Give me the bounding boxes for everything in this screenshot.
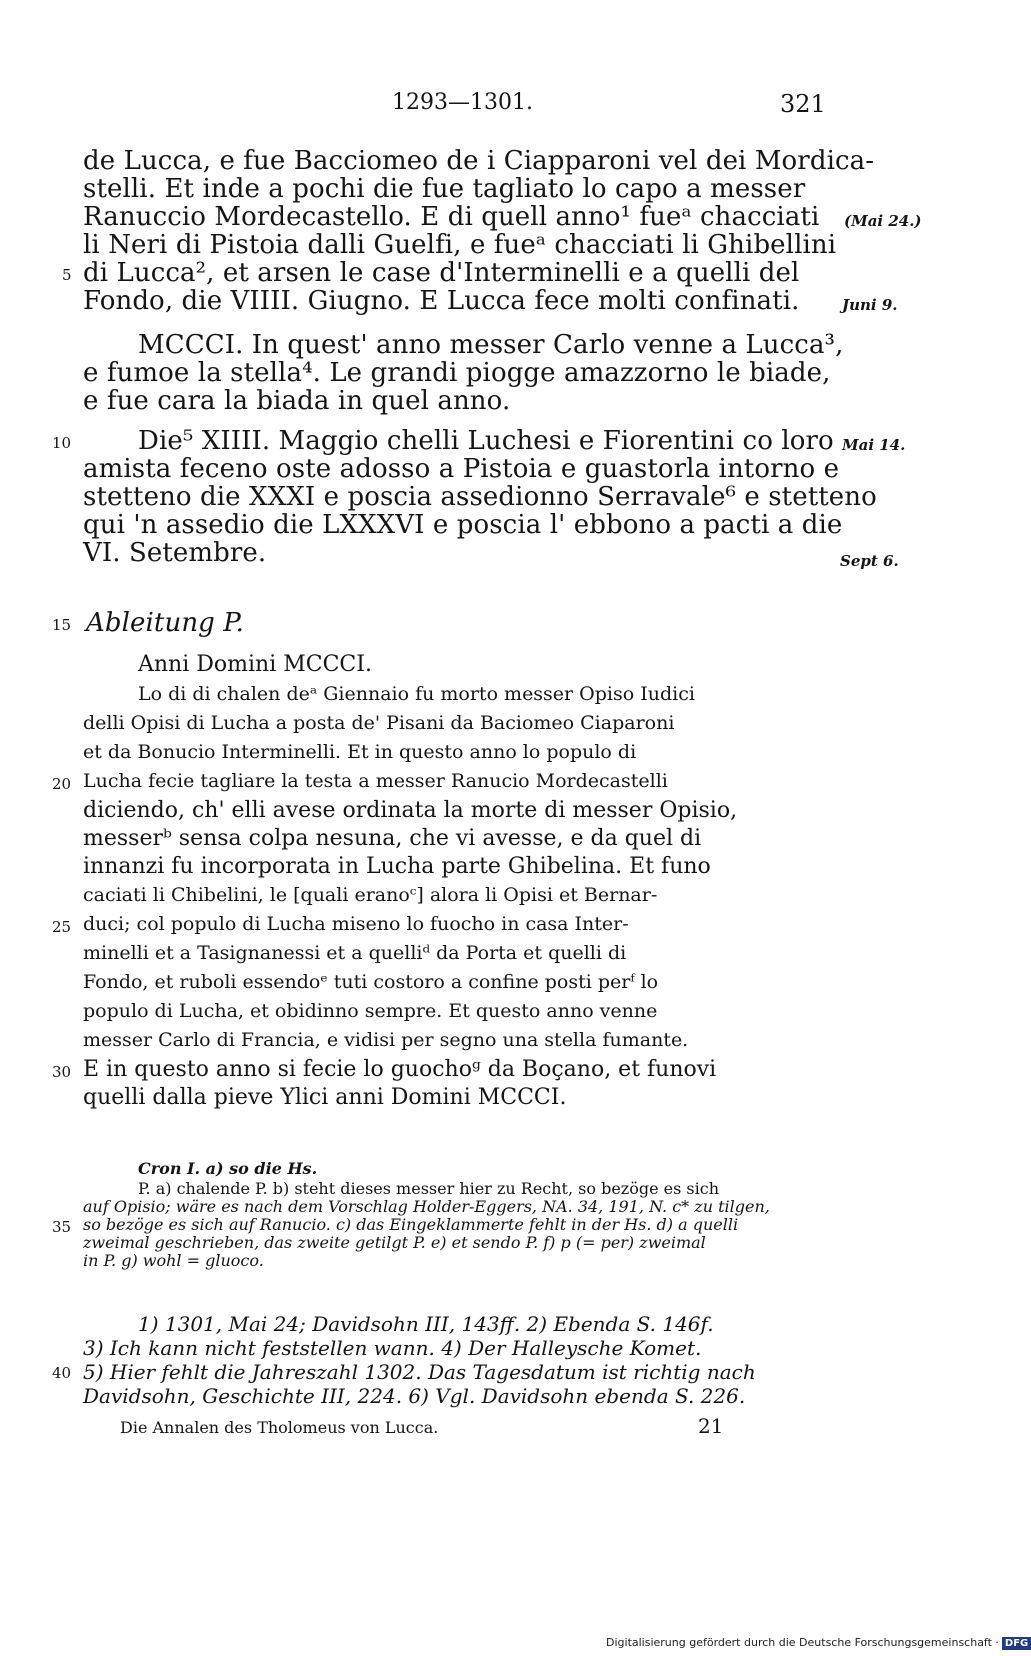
line-number-35: 35 xyxy=(52,1218,72,1236)
margin-note-juni-9: Juni 9. xyxy=(842,296,898,314)
ableitung-line-13: messer Carlo di Francia, e vidisi per segno una stella fumante. xyxy=(83,1029,689,1051)
ableitung-line-12: populo di Lucha, et obidinno sempre. Et questo anno venne xyxy=(83,1000,658,1022)
line-number-15: 15 xyxy=(52,616,72,634)
ableitung-line-14: E in questo anno si fecie lo guochoᵍ da Boçano, et funovi xyxy=(83,1057,717,1082)
block1-line-3: Ranuccio Mordecastello. E di quell anno¹ fueᵃ chacciati xyxy=(83,202,820,232)
line-number-10: 10 xyxy=(52,434,72,452)
note-line-4: Davidsohn, Geschichte III, 224. 6) Vgl. Davidsohn ebenda S. 226. xyxy=(83,1384,746,1408)
note-line-3: 5) Hier fehlt die Jahreszahl 1302. Das Tagesdatum ist richtig nach xyxy=(83,1360,756,1384)
ableitung-line-15: quelli dalla pieve Ylici anni Domini MCCCI. xyxy=(83,1085,567,1110)
line-number-5: 5 xyxy=(62,266,72,284)
dfg-logo: DFG xyxy=(1002,1637,1031,1650)
block3-line-5: VI. Setembre. xyxy=(83,538,267,568)
apparatus-line-1: P. a) chalende P. b) steht dieses messer hier zu Recht, so bezöge es sich xyxy=(138,1179,720,1198)
ableitung-line-6: messerᵇ sensa colpa nesuna, che vi avesse, e da quel di xyxy=(83,826,702,851)
block1-line-1: de Lucca, e fue Bacciomeo de i Ciapparoni vel dei Mordica- xyxy=(83,146,875,176)
block2-line-3: e fue cara la biada in quel anno. xyxy=(83,386,511,416)
block2-line-2: e fumoe la stella⁴. Le grandi piogge amazzorno le biade, xyxy=(83,358,831,388)
ableitung-line-3: et da Bonucio Interminelli. Et in questo anno lo populo di xyxy=(83,741,637,763)
page-number: 321 xyxy=(780,90,826,118)
margin-note-mai-14: Mai 14. xyxy=(842,436,906,454)
block3-line-2: amista feceno oste adosso a Pistoia e guastorla intorno e xyxy=(83,454,840,484)
line-number-25: 25 xyxy=(52,918,72,936)
block1-line-5: di Lucca², et arsen le case d'Interminelli e a quelli del xyxy=(83,258,800,288)
block3-line-4: qui 'n assedio die LXXXVI e poscia l' ebbono a pacti a die xyxy=(83,510,843,540)
ableitung-line-11: Fondo, et ruboli essendoᵉ tuti costoro a confine posti perᶠ lo xyxy=(83,971,659,993)
section-heading: Ableitung P. xyxy=(86,608,244,638)
margin-note-mai-24: (Mai 24.) xyxy=(844,212,922,230)
line-number-20: 20 xyxy=(52,775,72,793)
block1-line-4: li Neri di Pistoia dalli Guelfi, e fueᵃ chacciati li Ghibellini xyxy=(83,230,837,260)
note-line-1: 1) 1301, Mai 24; Davidsohn III, 143ff. 2) Ebenda S. 146f. xyxy=(138,1312,714,1336)
apparatus-line-2: auf Opisio; wäre es nach dem Vorschlag Holder-Eggers, NA. 34, 191, N. c* zu tilgen, xyxy=(83,1197,770,1216)
footer-title: Die Annalen des Tholomeus von Lucca. xyxy=(120,1418,439,1437)
apparatus-line-4: zweimal geschrieben, das zweite getilgt P. e) et sendo P. f) p (= per) zweimal xyxy=(83,1233,706,1252)
apparatus-line-3: so bezöge es sich auf Ranucio. c) das Eingeklammerte fehlt in der Hs. d) a quelli xyxy=(83,1215,739,1234)
block1-line-6: Fondo, die VIIII. Giugno. E Lucca fece molti confinati. xyxy=(83,286,800,316)
ableitung-line-9: duci; col populo di Lucha miseno lo fuocho in casa Inter- xyxy=(83,913,629,935)
apparatus-line-5: in P. g) wohl = gluoco. xyxy=(83,1251,264,1270)
block3-line-1: Die⁵ XIIII. Maggio chelli Luchesi e Fiorentini co loro xyxy=(138,426,834,456)
ableitung-line-2: delli Opisi di Lucha a posta de' Pisani da Baciomeo Ciaparoni xyxy=(83,712,675,734)
note-line-2: 3) Ich kann nicht feststellen wann. 4) Der Halleysche Komet. xyxy=(83,1336,702,1360)
block2-line-1: MCCCI. In quest' anno messer Carlo venne a Lucca³, xyxy=(138,330,844,360)
line-number-40: 40 xyxy=(52,1364,72,1382)
margin-note-sept-6: Sept 6. xyxy=(840,552,899,570)
line-number-30: 30 xyxy=(52,1063,72,1081)
footer-signature: 21 xyxy=(698,1414,724,1438)
apparatus-cron-line: Cron I. a) so die Hs. xyxy=(138,1159,318,1178)
ableitung-line-5: diciendo, ch' elli avese ordinata la morte di messer Opisio, xyxy=(83,798,738,823)
running-head-years: 1293—1301. xyxy=(392,90,533,115)
ableitung-line-1: Lo di di chalen deᵃ Giennaio fu morto messer Opiso Iudici xyxy=(138,683,695,705)
ableitung-line-8: caciati li Chibelini, le [quali eranoᶜ] alora li Opisi et Bernar- xyxy=(83,884,658,906)
ableitung-line-7: innanzi fu incorporata in Lucha parte Ghibelina. Et funo xyxy=(83,854,711,879)
dfg-credit-text: Digitalisierung gefördert durch die Deutsche Forschungsgemeinschaft · xyxy=(606,1636,999,1649)
ableitung-line-4: Lucha fecie tagliare la testa a messer Ranucio Mordecastelli xyxy=(83,770,668,792)
block3-line-3: stetteno die XXXI e poscia assedionno Serravale⁶ e stetteno xyxy=(83,482,877,512)
dfg-credit xyxy=(606,1636,1031,1650)
block1-line-2: stelli. Et inde a pochi die fue tagliato lo capo a messer xyxy=(83,174,806,204)
anni-domini-line: Anni Domini MCCCI. xyxy=(138,652,372,677)
ableitung-line-10: minelli et a Tasignanessi et a quelliᵈ da Porta et quelli di xyxy=(83,942,627,964)
